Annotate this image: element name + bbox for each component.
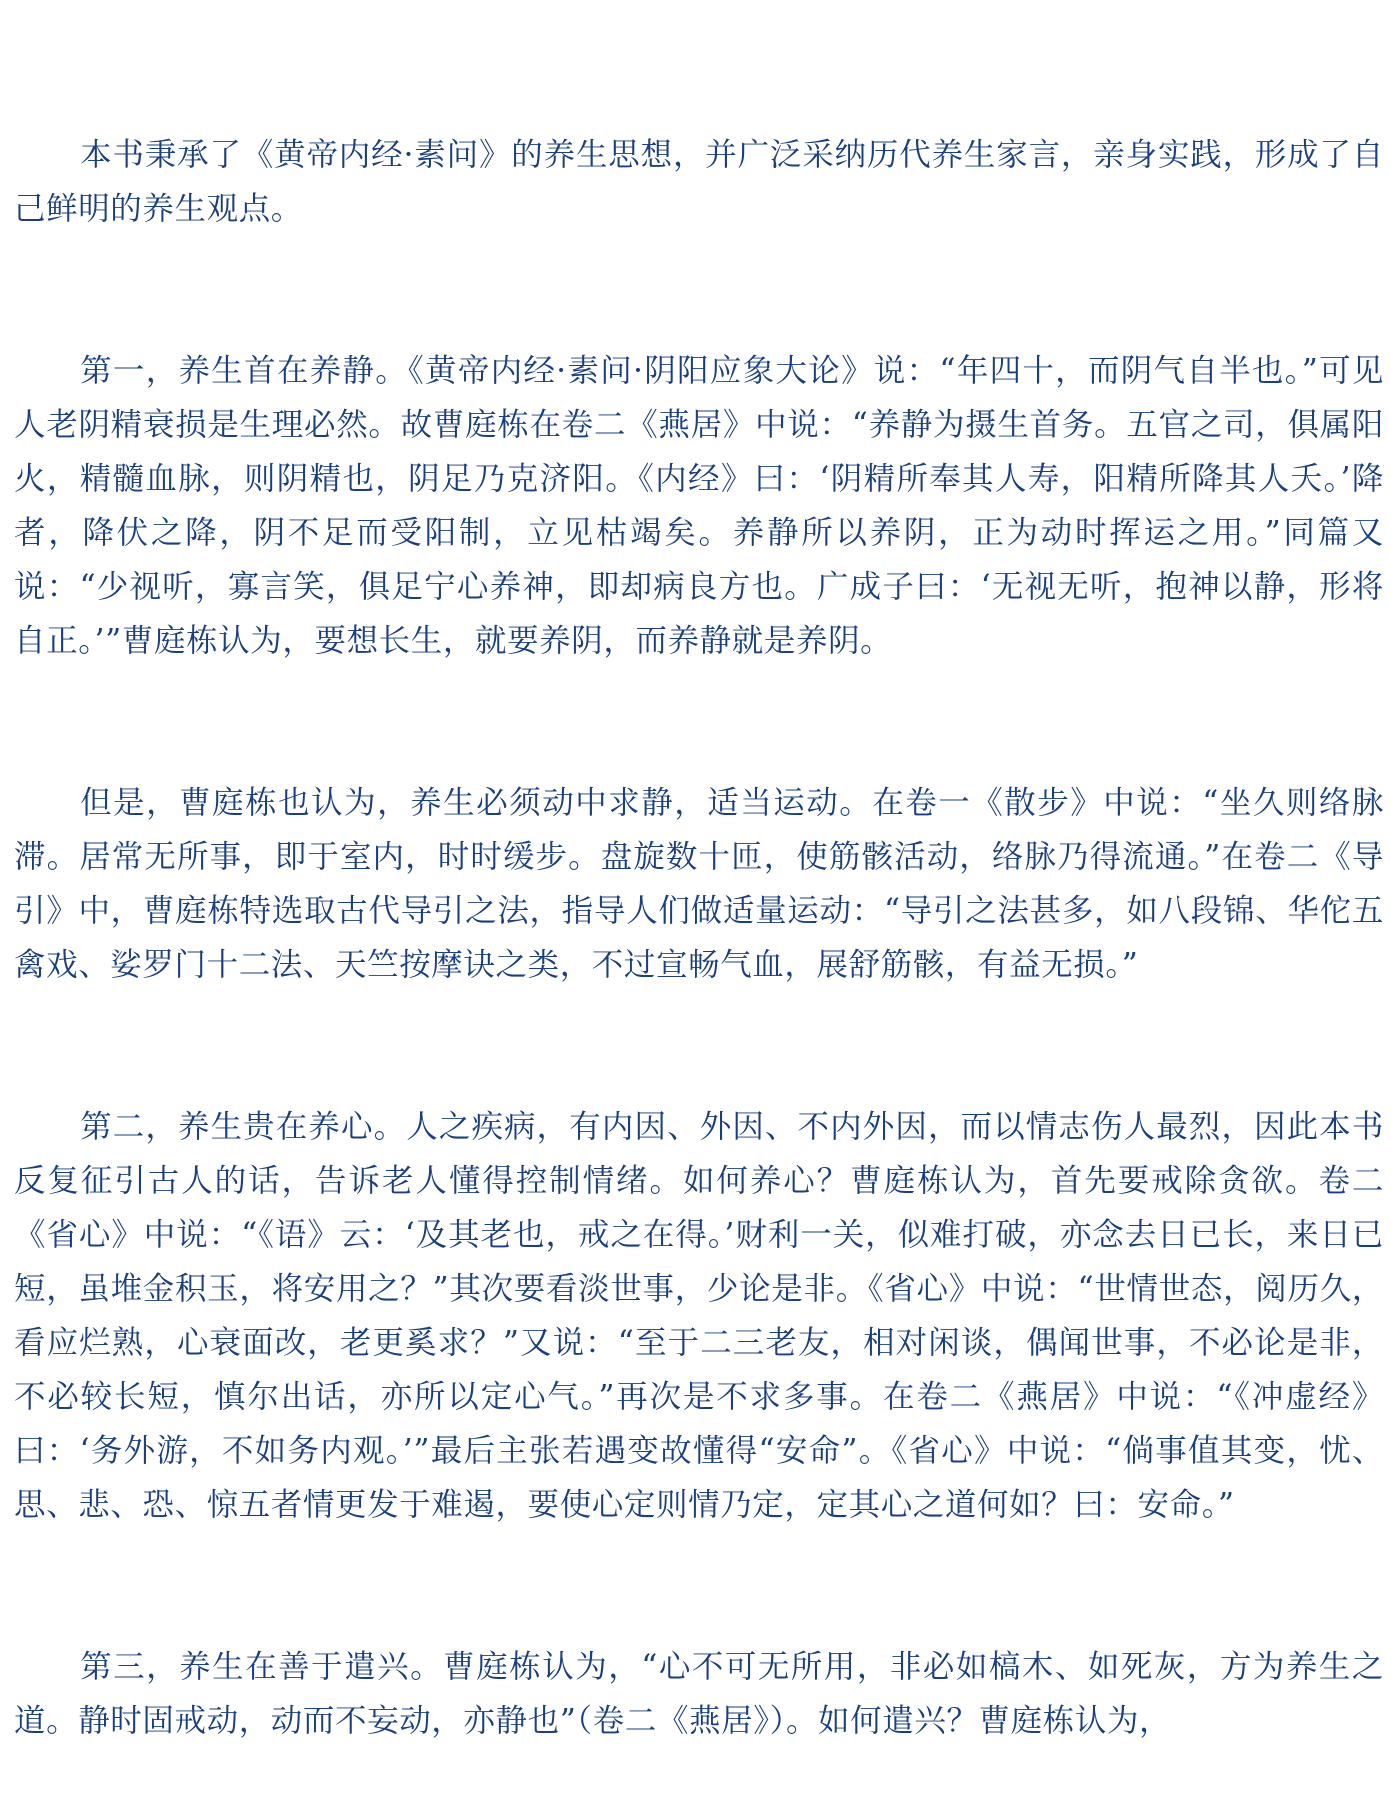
paragraph-exercise: 但是，曹庭栋也认为，养生必须动中求静，适当运动。在卷一《散步》中说：“坐久则络脉滞。居常无所事，即于室内，时时缓步。盘旋数十匝，使筋骸活动，络脉乃得流通。”在卷二《导引》中，曹庭栋特选取古代导引之法，指导人们做适量运动：“导引之法甚多，如八段锦、华佗五禽戏、娑罗门十二法、天竺按摩诀之类，不过宣畅气血，展舒筋骸，有益无损。” (14, 785, 1384, 983)
paragraph-intro: 本书秉承了《黄帝内经·素问》的养生思想，并广泛采纳历代养生家言，亲身实践，形成了自己鲜明的养生观点。 (14, 137, 1384, 227)
document-page (14, 128, 1384, 1748)
paragraph-third-point: 第三，养生在善于遣兴。曹庭栋认为，“心不可无所用，非必如槁木、如死灰，方为养生之道。静时固戒动，动而不妄动，亦静也”（卷二《燕居》）。如何遣兴？曹庭栋认为， (14, 1649, 1384, 1739)
paragraph-first-point: 第一，养生首在养静。《黄帝内经·素问·阴阳应象大论》说：“年四十，而阴气自半也。”可见人老阴精衰损是生理必然。故曹庭栋在卷二《燕居》中说：“养静为摄生首务。五官之司，俱属阳火，精髓血脉，则阴精也，阴足乃克济阳。《内经》曰：‘阴精所奉其人寿，阳精所降其人夭。’降者，降伏之降，阴不足而受阳制，立见枯竭矣。养静所以养阴，正为动时挥运之用。”同篇又说：“少视听，寡言笑，俱足宁心养神，即却病良方也。广成子曰：‘无视无听，抱神以静，形将自正。’”曹庭栋认为，要想长生，就要养阴，而养静就是养阴。 (14, 353, 1384, 659)
paragraph-second-point: 第二，养生贵在养心。人之疾病，有内因、外因、不内外因，而以情志伤人最烈，因此本书反复征引古人的话，告诉老人懂得控制情绪。如何养心？曹庭栋认为，首先要戒除贪欲。卷二《省心》中说：“《语》云：‘及其老也，戒之在得。’财利一关，似难打破，亦念去日已长，来日已短，虽堆金积玉，将安用之？”其次要看淡世事，少论是非。《省心》中说：“世情世态，阅历久，看应烂熟，心衰面改，老更奚求？”又说：“至于二三老友，相对闲谈，偶闻世事，不必论是非，不必较长短，慎尔出话，亦所以定心气。”再次是不求多事。在卷二《燕居》中说：“《冲虚经》曰：‘务外游，不如务内观。’”最后主张若遇变故懂得“安命”。《省心》中说：“倘事值其变，忧、思、悲、恐、惊五者情更发于难遏，要使心定则情乃定，定其心之道何如？曰：安命。” (14, 1109, 1384, 1523)
